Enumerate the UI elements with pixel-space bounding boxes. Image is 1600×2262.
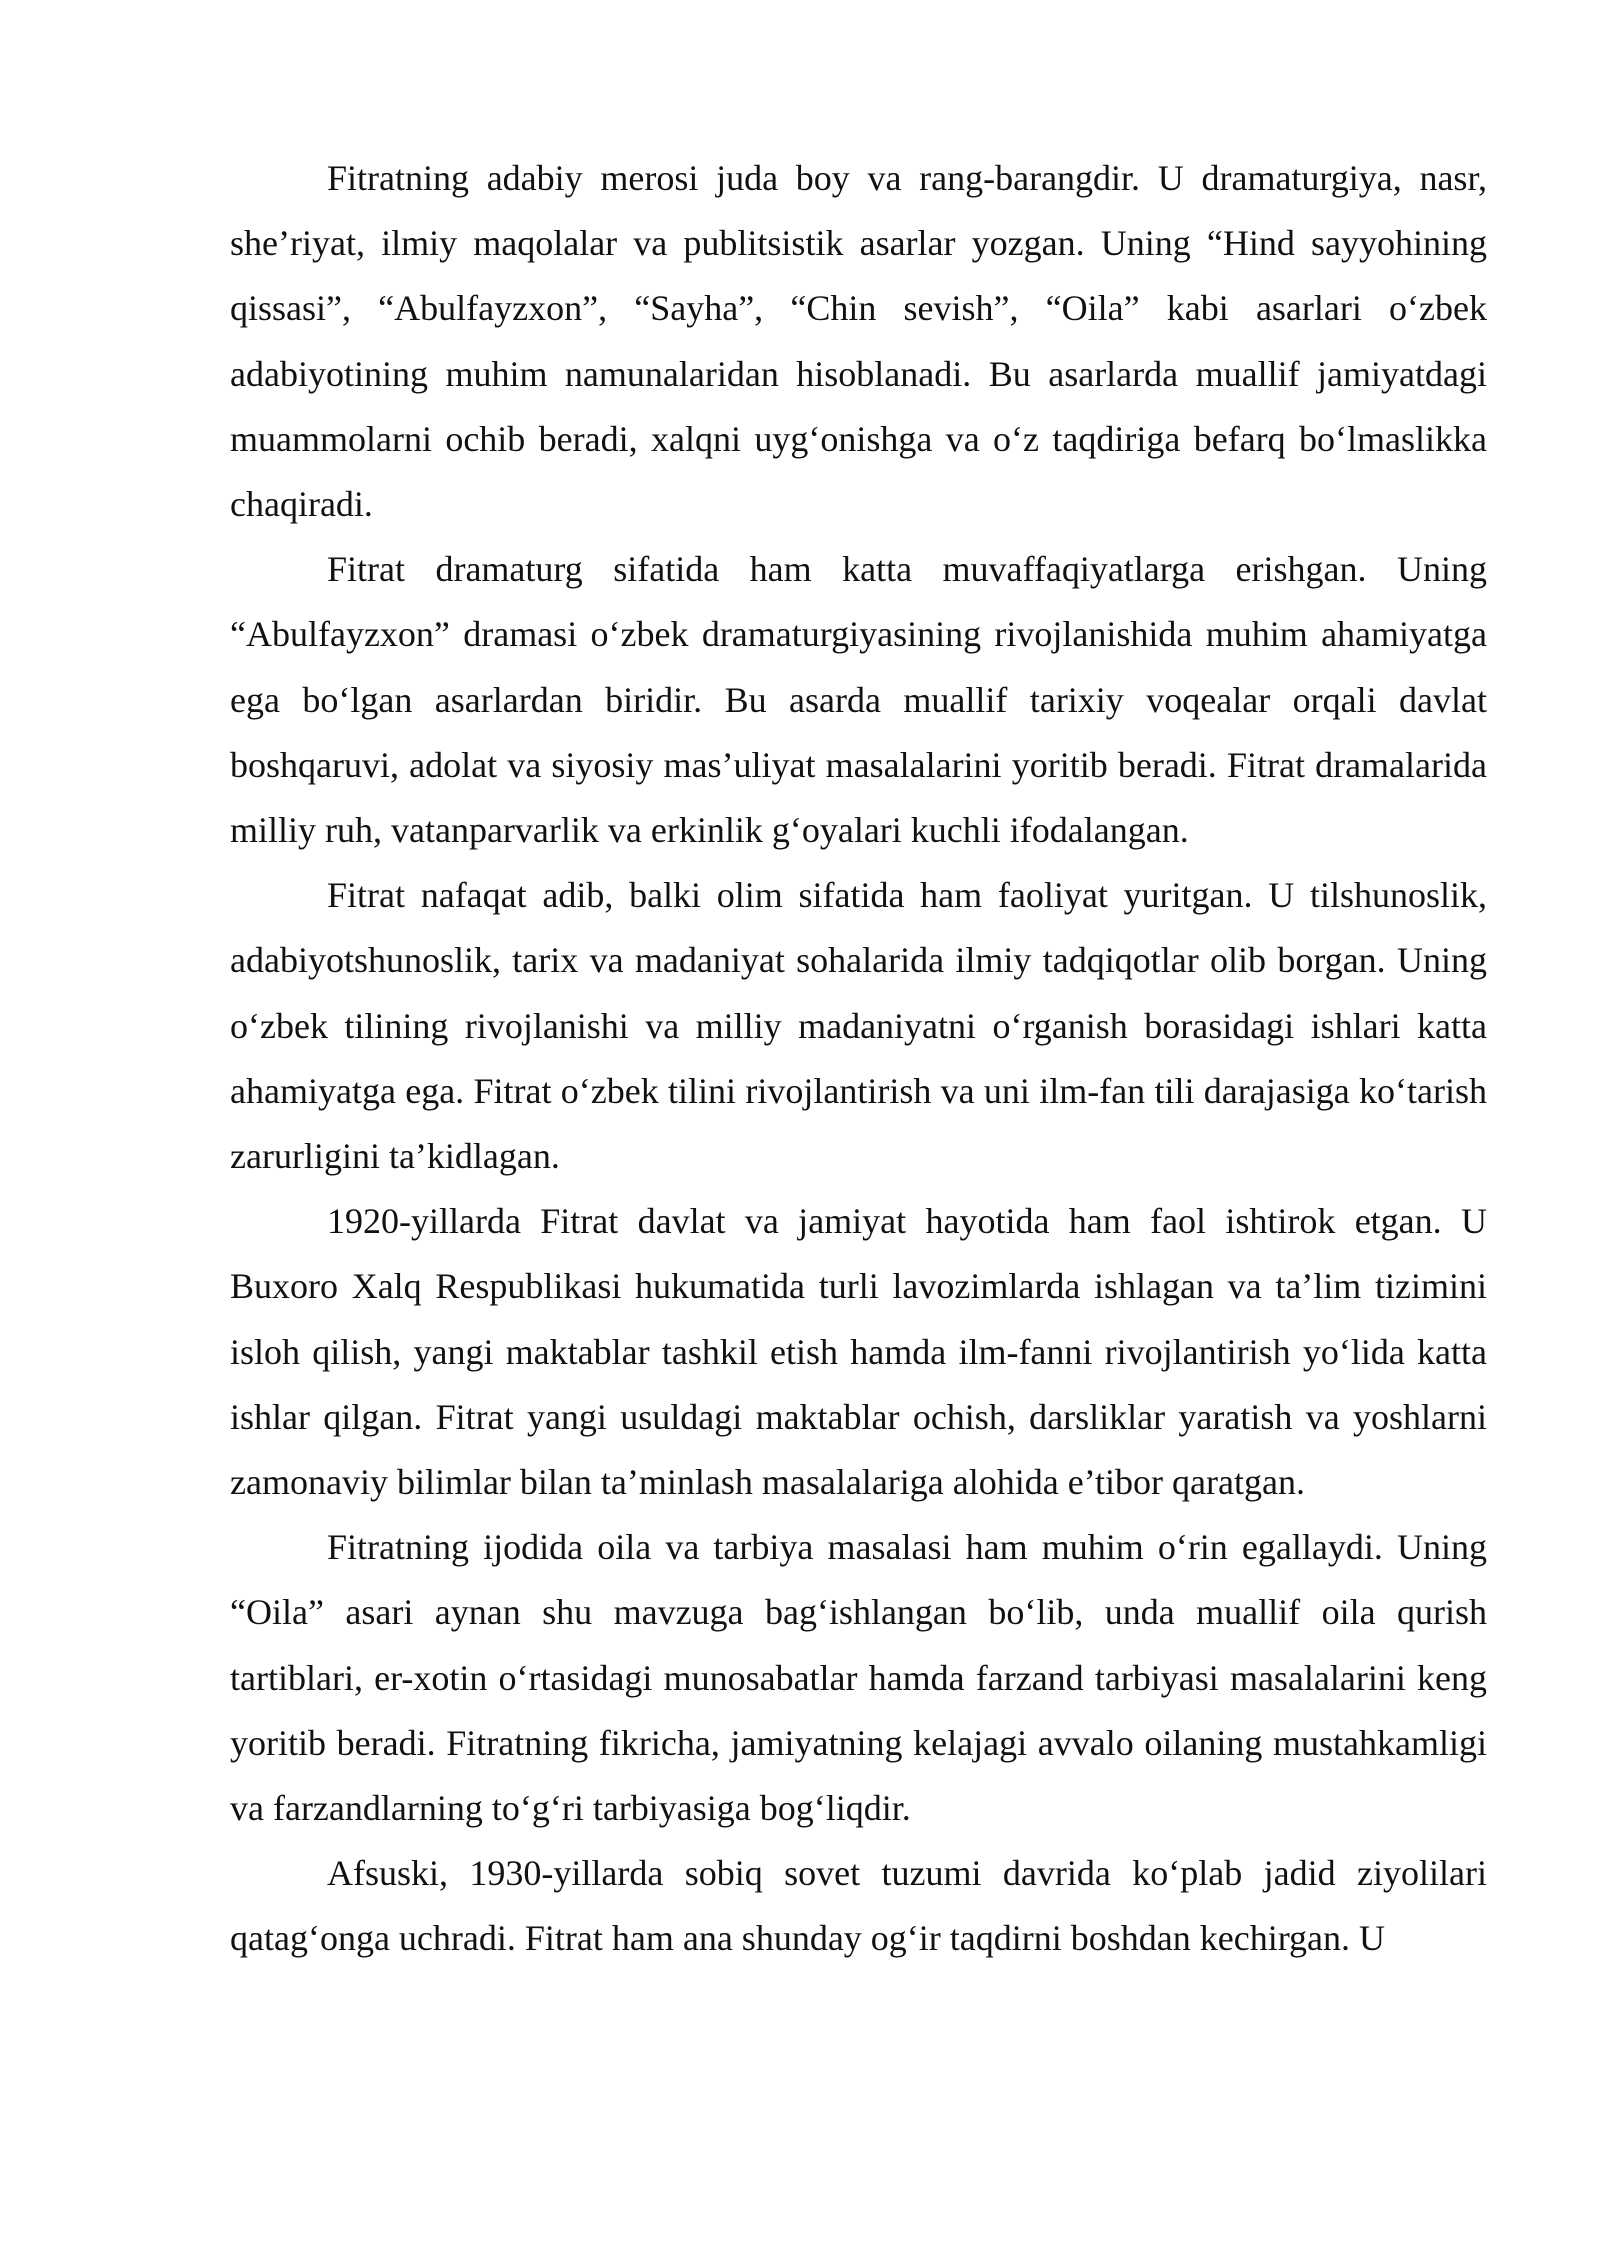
paragraph-repression: Afsuski, 1930-yillarda sobiq sovet tuzumi davrida ko‘plab jadid ziyolilari qatag‘onga uchradi. Fitrat ham ana shunday og‘ir taqdirni boshdan kechirgan. U (230, 1853, 1487, 1959)
paragraph-family-upbringing: Fitratning ijodida oila va tarbiya masalasi ham muhim o‘rin egallaydi. Uning “Oila” asari aynan shu mavzuga bag‘ishlangan bo‘lib, unda muallif oila qurish tartiblari, er-xotin o‘rtasidagi munosabatlar hamda farzand tarbiyasi masalalarini keng yoritib beradi. Fitratning fikricha, jamiyatning kelajagi avvalo oilaning mustahkamligi va farzandlarning to‘g‘ri tarbiyasiga bog‘liqdir. (230, 1527, 1487, 1829)
paragraph-literary-legacy: Fitratning adabiy merosi juda boy va rang-barangdir. U dramaturgiya, nasr, she’riyat, ilmiy maqolalar va publitsistik asarlar yozgan. Uning “Hind sayyohining qissasi”, “Abulfayzxon”, “Sayha”, “Chin sevish”, “Oila” kabi asarlari o‘zbek adabiyotining muhim namunalaridan hisoblanadi. Bu asarlarda muallif jamiyatdagi muammolarni ochib beradi, xalqni uyg‘onishga va o‘z taqdiriga befarq bo‘lmaslikka chaqiradi. (230, 158, 1487, 525)
document-body (230, 146, 1487, 1972)
paragraph-dramaturgy: Fitrat dramaturg sifatida ham katta muvaffaqiyatlarga erishgan. Uning “Abulfayzxon” dramasi o‘zbek dramaturgiyasining rivojlanishida muhim ahamiyatga ega bo‘lgan asarlardan biridir. Bu asarda muallif tarixiy voqealar orqali davlat boshqaruvi, adolat va siyosiy mas’uliyat masalalarini yoritib beradi. Fitrat dramalarida milliy ruh, vatanparvarlik va erkinlik g‘oyalari kuchli ifodalangan. (230, 549, 1487, 851)
paragraph-scholarship: Fitrat nafaqat adib, balki olim sifatida ham faoliyat yuritgan. U tilshunoslik, adabiyotshunoslik, tarix va madaniyat sohalarida ilmiy tadqiqotlar olib borgan. Uning o‘zbek tilining rivojlanishi va milliy madaniyatni o‘rganish borasidagi ishlari katta ahamiyatga ega. Fitrat o‘zbek tilini rivojlantirish va uni ilm-fan tili darajasiga ko‘tarish zarurligini ta’kidlagan. (230, 875, 1487, 1177)
paragraph-public-service: 1920-yillarda Fitrat davlat va jamiyat hayotida ham faol ishtirok etgan. U Buxoro Xalq Respublikasi hukumatida turli lavozimlarda ishlagan va ta’lim tizimini isloh qilish, yangi maktablar tashkil etish hamda ilm-fanni rivojlantirish yo‘lida katta ishlar qilgan. Fitrat yangi usuldagi maktablar ochish, darsliklar yaratish va yoshlarni zamonaviy bilimlar bilan ta’minlash masalalariga alohida e’tibor qaratgan. (230, 1201, 1487, 1503)
